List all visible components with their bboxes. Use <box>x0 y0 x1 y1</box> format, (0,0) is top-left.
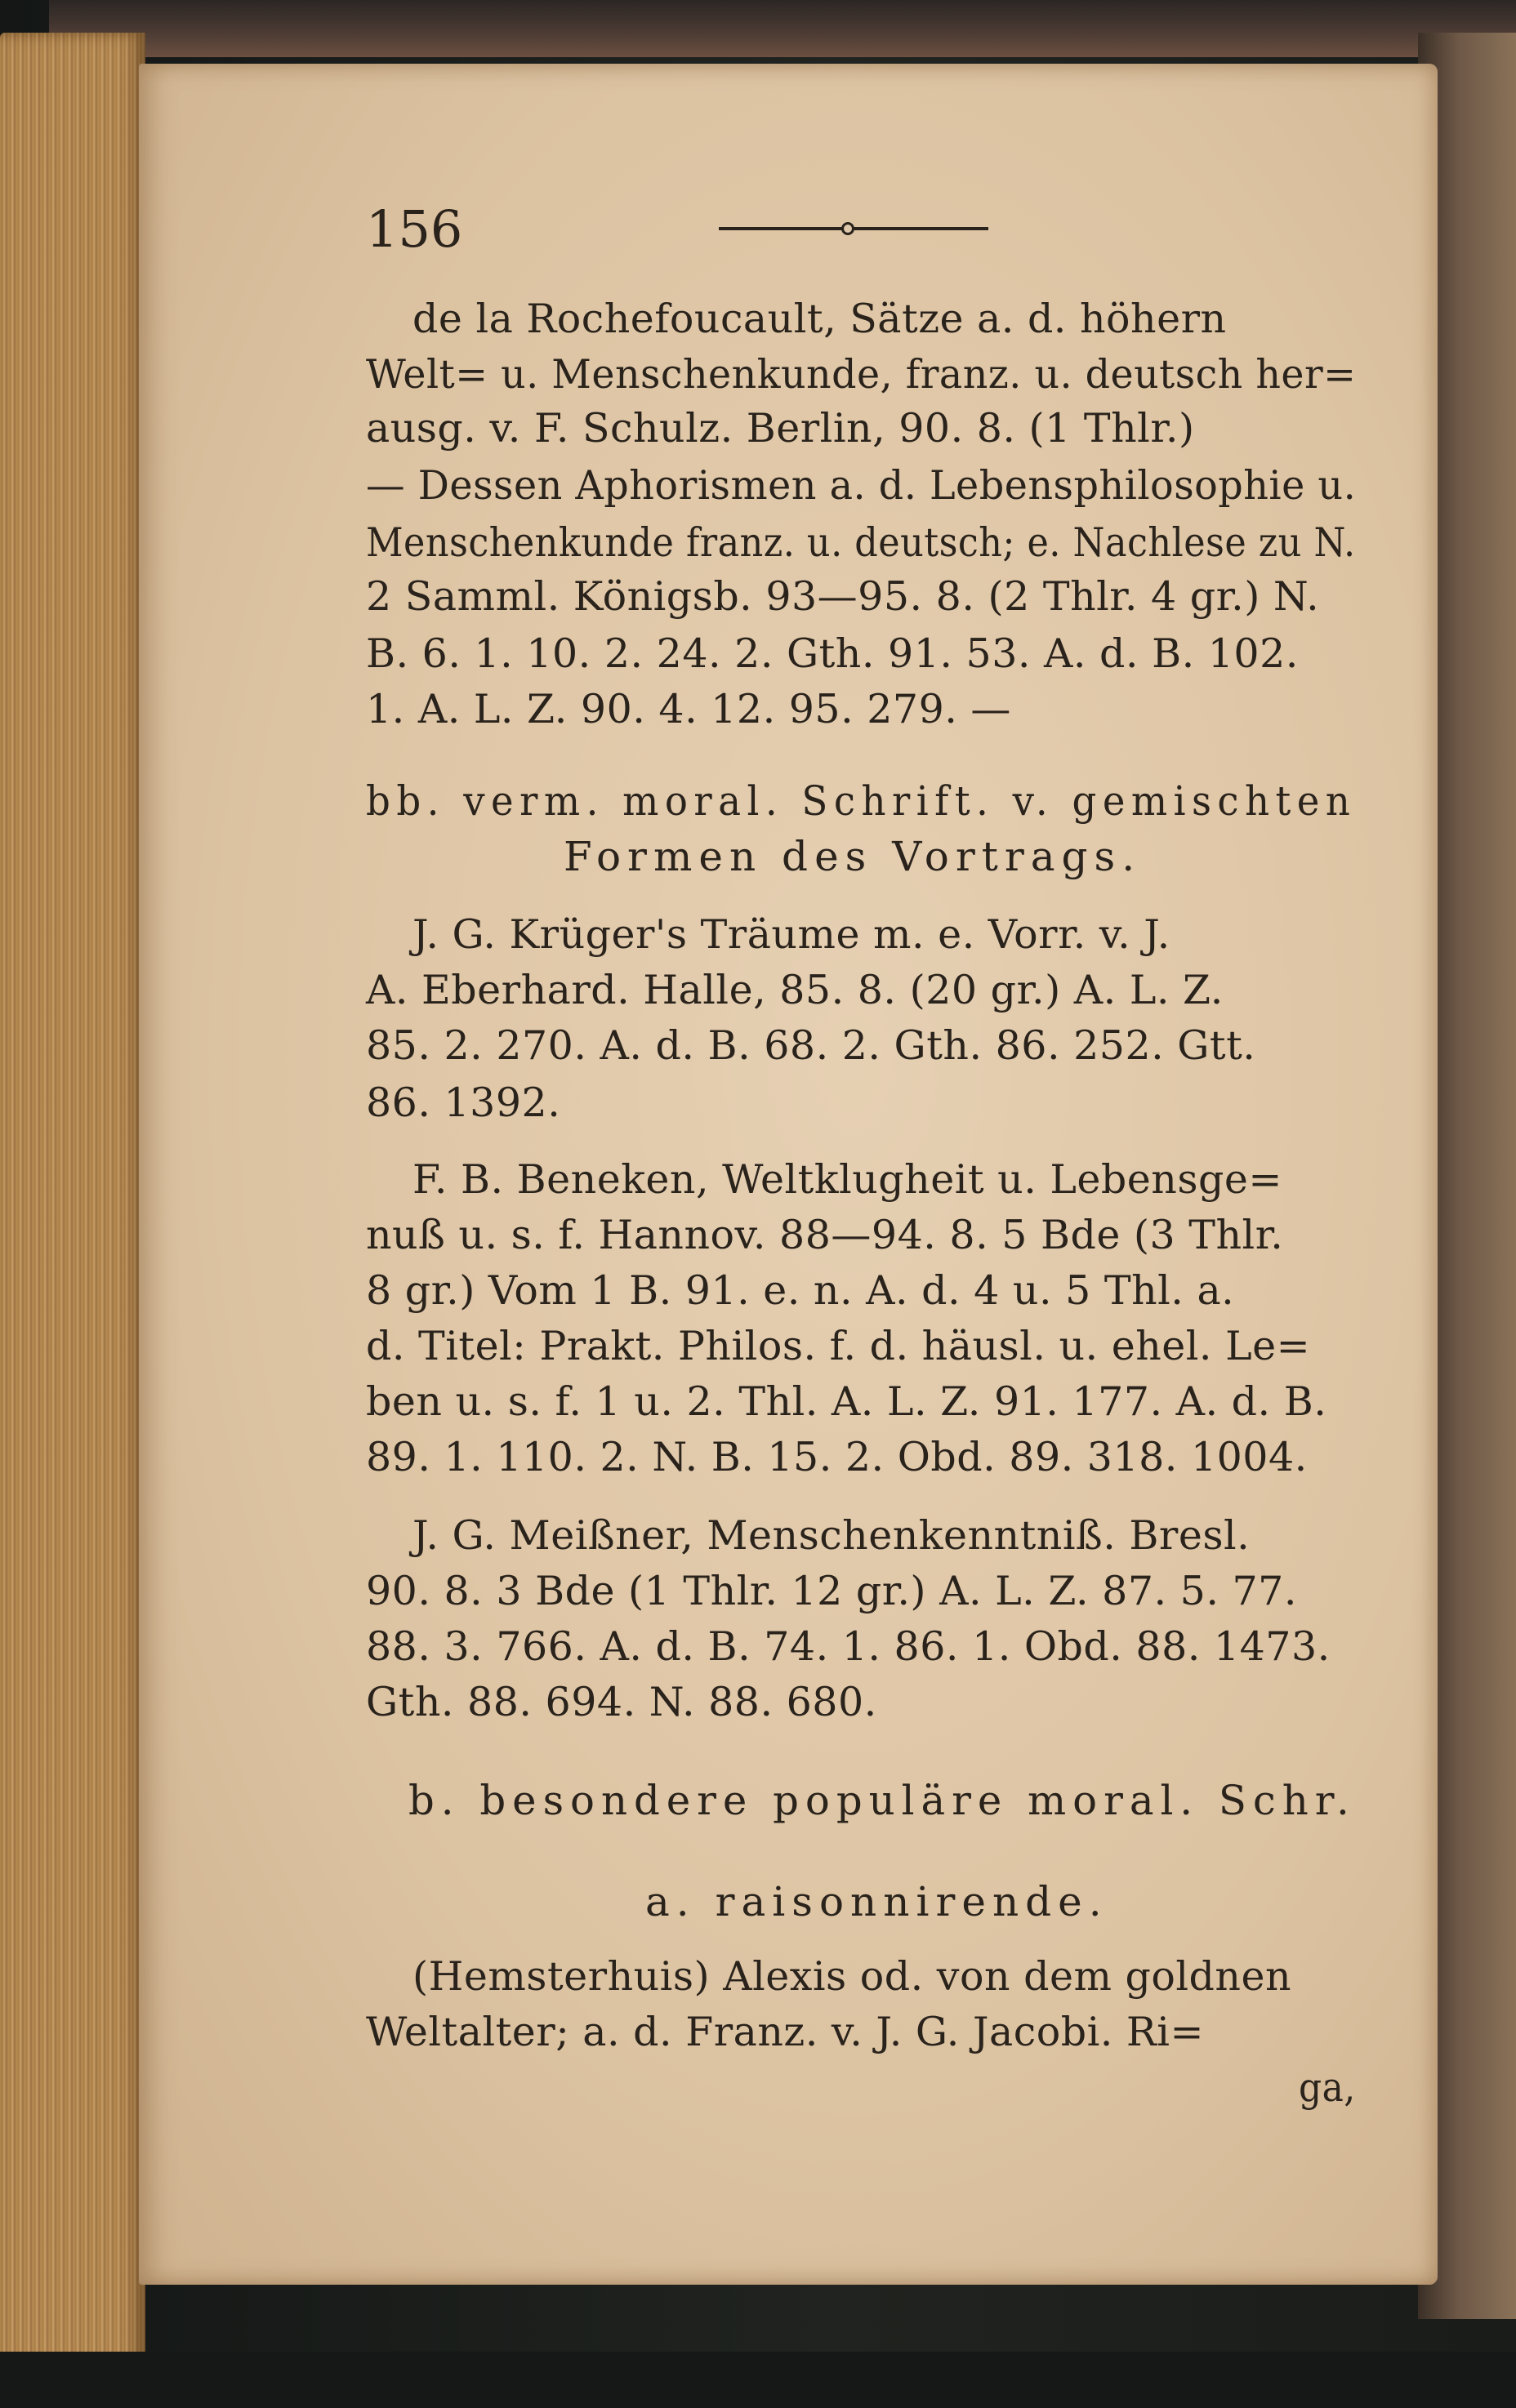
text-line: de la Rochefoucault, Sätze a. d. höhern <box>412 296 1227 342</box>
page-edges <box>0 33 145 2368</box>
text-line: 2 Samml. Königsb. 93—95. 8. (2 Thlr. 4 gr.) N. <box>366 573 1320 620</box>
text-line: Menschenkunde franz. u. deutsch; e. Nachlese zu N. <box>366 519 1356 566</box>
header-ornament-rule <box>719 227 988 230</box>
text-line: 86. 1392. <box>366 1079 561 1126</box>
text-line: 8 gr.) Vom 1 B. 91. e. n. A. d. 4 u. 5 Thl. a. <box>366 1267 1235 1314</box>
text-line: F. B. Beneken, Weltklugheit u. Lebensge= <box>412 1156 1282 1203</box>
section-heading: a. raisonnirende. <box>645 1878 1108 1925</box>
text-line: Gth. 88. 694. N. 88. 680. <box>366 1679 877 1725</box>
text-line: ben u. s. f. 1 u. 2. Thl. A. L. Z. 91. 177. A. d. B. <box>366 1378 1327 1425</box>
text-line: 89. 1. 110. 2. N. B. 15. 2. Obd. 89. 318. 1004. <box>366 1434 1308 1480</box>
section-heading: Formen des Vortrags. <box>564 833 1142 880</box>
text-line: 1. A. L. Z. 90. 4. 12. 95. 279. — <box>366 686 1011 732</box>
section-heading: bb. verm. moral. Schrift. v. gemischten <box>366 777 1357 825</box>
text-line: J. G. Meißner, Menschenkenntniß. Bresl. <box>412 1512 1251 1559</box>
background-surface <box>0 2352 1516 2408</box>
text-line: (Hemsterhuis) Alexis od. von dem goldnen <box>412 1953 1292 2000</box>
page-number: 156 <box>366 199 463 259</box>
text-line: Weltalter; a. d. Franz. v. J. G. Jacobi. Ri= <box>366 2009 1205 2055</box>
text-line: J. G. Krüger's Träume m. e. Vorr. v. J. <box>412 911 1170 958</box>
text-line: ausg. v. F. Schulz. Berlin, 90. 8. (1 Thlr.) <box>366 405 1195 452</box>
text-line: 90. 8. 3 Bde (1 Thlr. 12 gr.) A. L. Z. 87. 5. 77. <box>366 1568 1297 1614</box>
book-binding-top <box>49 0 1516 57</box>
text-line: 88. 3. 766. A. d. B. 74. 1. 86. 1. Obd. 88. 1473. <box>366 1623 1331 1670</box>
text-line: — Dessen Aphorismen a. d. Lebensphilosophie u. <box>366 462 1357 509</box>
text-line: B. 6. 1. 10. 2. 24. 2. Gth. 91. 53. A. d. B. 102. <box>366 630 1299 677</box>
text-line: nuß u. s. f. Hannov. 88—94. 8. 5 Bde (3 Thlr. <box>366 1212 1284 1258</box>
text-line: 85. 2. 270. A. d. B. 68. 2. Gth. 86. 252. Gtt. <box>366 1022 1256 1069</box>
catchword: ga, <box>1299 2064 1356 2111</box>
text-line: A. Eberhard. Halle, 85. 8. (20 gr.) A. L. Z. <box>366 967 1224 1013</box>
section-heading: b. besondere populäre moral. Schr. <box>408 1777 1356 1824</box>
text-line: d. Titel: Prakt. Philos. f. d. häusl. u. ehel. Le= <box>366 1323 1311 1369</box>
text-line: Welt= u. Menschenkunde, franz. u. deutsch her= <box>366 351 1357 398</box>
